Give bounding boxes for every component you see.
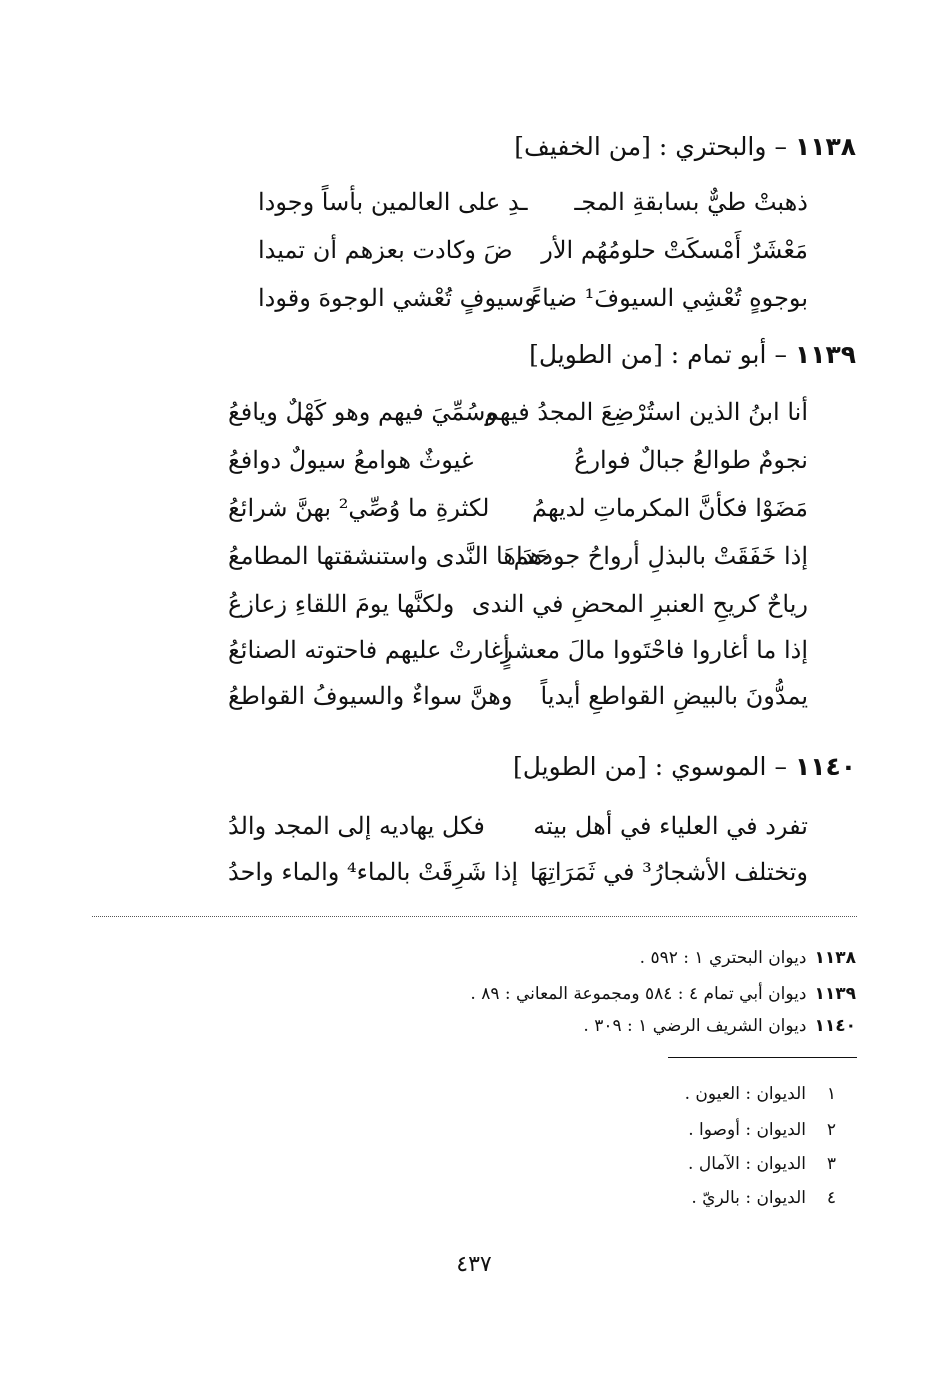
verse-second-hemistich: ضَ وكادت بعزهم أن تميدا (258, 236, 513, 264)
verse-first-hemistich: إذا خَفَقَتْ بالبذلِ أرواحُ جودهم (513, 542, 808, 570)
poet-name: أبو تمام : (670, 340, 767, 369)
poem-number: ١١٣٩ (794, 340, 856, 369)
verse-first-hemistich: بوجوهٍ تُعْشِي السيوفَ¹ ضياءً (530, 284, 808, 312)
verse-second-hemistich: وسُمِّيَ فيهم وهو كَهْلٌ ويافعُ (228, 398, 497, 426)
verse-second-hemistich: أغارتْ عليهم فاحتوته الصنائعُ (228, 636, 510, 664)
poem-heading: ١١٤٠–الموسوي : [من الطويل] (513, 752, 856, 781)
verse-line (258, 236, 808, 276)
source-reference (583, 1016, 856, 1036)
verse-first-hemistich: أنا ابنُ الذين استُرْضِعَ المجدُ فيهم (483, 398, 808, 426)
footnote-number: ٢ (826, 1120, 836, 1140)
verse-second-hemistich: غيوثٌ هوامعُ سيولٌ دوافعُ (228, 446, 474, 474)
page-number: ٤٣٧ (456, 1252, 492, 1277)
verse-first-hemistich: إذا ما أغاروا فاحْتَووا مالَ معشرٍ (501, 636, 808, 664)
verse-first-hemistich: يمدُّونَ بالبيضِ القواطعِ أيدياً (540, 682, 808, 710)
poem-number: ١١٤٠ (794, 752, 856, 781)
source-number: ١١٤٠ (814, 1016, 856, 1036)
poem-number: ١١٣٨ (794, 132, 856, 161)
verse-line (228, 494, 808, 534)
source-reference (470, 984, 856, 1004)
verse-line (228, 446, 808, 486)
verse-first-hemistich: رياحٌ كريحِ العنبرِ المحضِ في الندى (471, 590, 808, 618)
verse-line (228, 542, 808, 582)
footnote-separator (668, 1057, 857, 1058)
verse-second-hemistich: حَدَاهَا النَّدى واستنشقتها المطامعُ (228, 542, 551, 570)
verse-line (258, 188, 808, 228)
verse-line (228, 812, 808, 852)
poem-heading: ١١٣٩–أبو تمام : [من الطويل] (529, 340, 856, 369)
verse-line (258, 284, 808, 324)
meter-label: [من الطويل] (529, 340, 663, 369)
poet-name: والبحتري : (658, 132, 767, 161)
footnote (691, 1188, 836, 1208)
footnote (685, 1084, 836, 1104)
footnote-number: ٤ (826, 1188, 836, 1208)
source-number: ١١٣٩ (814, 984, 856, 1004)
meter-label: [من الخفيف] (514, 132, 651, 161)
source-text: ديوان أبي تمام ٤ : ٥٨٤ ومجموعة المعاني : ٨٩ . (470, 984, 807, 1004)
source-text: ديوان البحتري ١ : ٥٩٢ . (639, 948, 807, 968)
verse-second-hemistich: لكثرةِ ما وُصِّي² بهنَّ شرائعُ (228, 494, 490, 522)
verse-first-hemistich: تفرد في العلياء في أهل بيته (533, 812, 808, 840)
verse-line (228, 682, 808, 722)
footnote-text: الديوان : الآمال . (688, 1154, 806, 1174)
poet-name: الموسوي : (654, 752, 767, 781)
footnote-number: ٣ (826, 1154, 836, 1174)
verse-second-hemistich: وسيوفٍ تُعْشي الوجوهَ وقودا (258, 284, 536, 312)
verse-second-hemistich: ـدِ على العالمين بأساً وجودا (258, 188, 528, 216)
poem-heading: ١١٣٨–والبحتري : [من الخفيف] (514, 132, 856, 161)
verse-line (228, 590, 808, 630)
verse-second-hemistich: إذا شَرِقَتْ بالماء⁴ والماء واحدُ (228, 858, 519, 886)
verse-line (228, 398, 808, 438)
meter-label: [من الطويل] (513, 752, 647, 781)
verse-first-hemistich: مَضَوْا فكأنَّ المكرماتِ لديهمُ (531, 494, 808, 522)
source-text: ديوان الشريف الرضي ١ : ٣٠٩ . (583, 1016, 807, 1036)
footnote-number: ١ (826, 1084, 836, 1104)
footnote-text: الديوان : أوصوا . (688, 1120, 806, 1140)
verse-first-hemistich: مَعْشَرٌ أَمْسكَتْ حلومُهُم الأر (541, 236, 808, 264)
verse-first-hemistich: وتختلف الأشجارُ³ في ثَمَرَاتِهَا (529, 858, 808, 886)
verse-second-hemistich: فكل يهاديه إلى المجد والدُ (228, 812, 485, 840)
footnote (688, 1120, 836, 1140)
verse-second-hemistich: ولكنَّها يومَ اللقاءِ زعازعُ (228, 590, 455, 618)
verse-second-hemistich: وهنَّ سواءٌ والسيوفُ القواطعُ (228, 682, 513, 710)
verse-line (228, 858, 808, 898)
verse-first-hemistich: نجومٌ طوالعُ جبالٌ فوارعُ (574, 446, 808, 474)
dotted-separator (92, 916, 857, 917)
verse-first-hemistich: ذهبتْ طيٌّ بسابقةِ المجـ (574, 188, 808, 216)
verse-line (228, 636, 808, 676)
footnote (688, 1154, 836, 1174)
source-number: ١١٣٨ (814, 948, 856, 968)
footnote-text: الديوان : العيون . (684, 1084, 806, 1104)
footnote-text: الديوان : بالريّ . (691, 1188, 806, 1208)
source-reference (640, 948, 856, 968)
